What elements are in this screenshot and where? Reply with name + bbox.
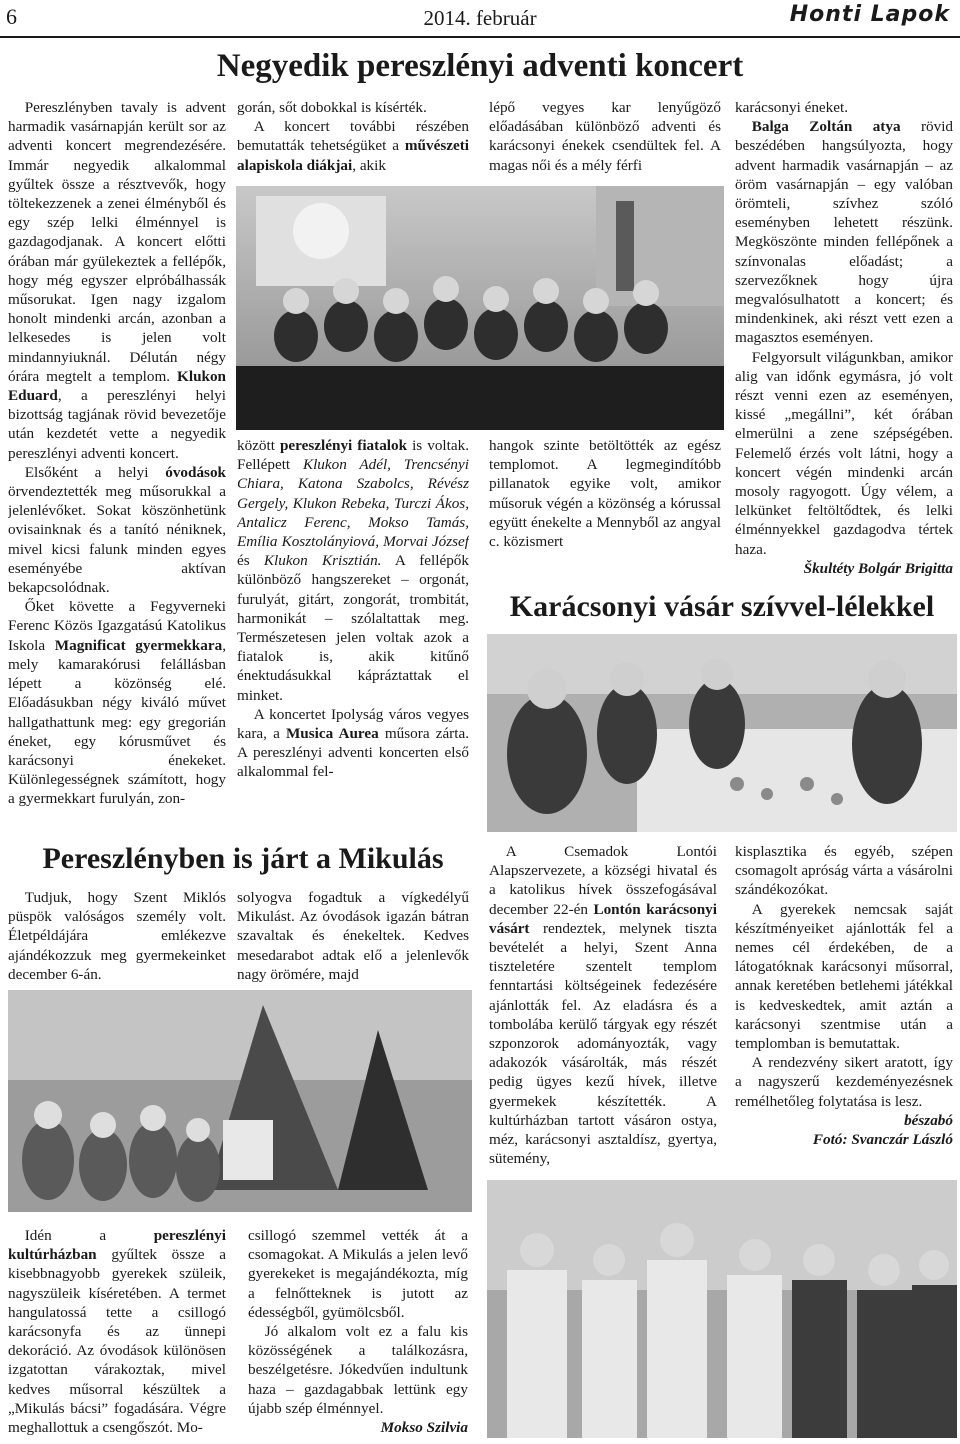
market-photo-2 bbox=[487, 1180, 957, 1438]
concert-column-3-top bbox=[489, 98, 721, 178]
concert-headline: Negyedik pereszlényi adventi koncert bbox=[216, 48, 744, 84]
market-bold: Lontón karácsonyi vásárt bbox=[489, 900, 717, 937]
concert-text: karácsonyi éneket. bbox=[735, 99, 849, 116]
header-rule bbox=[0, 36, 960, 38]
mikulas-text: csillogó szemmel vették át a csomagokat. A Mikulás a jelen levő gyerekeket is megajándékozta, míg a felnőtteknek is jutott az édességből, gyümölcsből. bbox=[248, 1227, 468, 1321]
concert-text: A koncertet Ipolyság város vegyes kara, a bbox=[237, 705, 469, 743]
concert-text: , mely kamarakórusi felállásban lépett a közönség elé. Előadásukban négy kiváló művet hallgathattunk meg: egy gregorián éneket, egy kórusművet és karácsonyi énekeket. Különlegességnek számított, hogy a gyermekkart furulyán, zon- bbox=[8, 636, 226, 808]
concert-bold: óvodások bbox=[165, 463, 226, 481]
market-text: A Csemadok Lontói Alapszervezete, a községi hivatal és a katolikus hívek összefogásával december 22-én bbox=[489, 843, 717, 918]
concert-column-2-bottom bbox=[237, 436, 469, 832]
concert-text: és bbox=[237, 552, 264, 570]
mikulas-column-2 bbox=[237, 888, 469, 988]
market-author: bészabó bbox=[904, 1111, 953, 1129]
market-photo bbox=[487, 634, 957, 832]
concert-text: hangok szinte betöltötték az egész templomot. A legmegindítóbb pillanatok egyike volt, amikor műsoruk végén a közönség a kórussal együtt énekelte a Mennyből az angyal c. közismert bbox=[489, 437, 721, 551]
concert-bold: művészeti alapiskola diákjai bbox=[237, 137, 469, 174]
concert-column-3-bottom bbox=[489, 436, 721, 576]
concert-bold: Magnificat gyermekkara bbox=[54, 636, 223, 654]
concert-text: lépő vegyes kar lenyűgöző előadásában különböző adventi és karácsonyi énekek csendültek fel. A magas női és a mély férfi bbox=[489, 99, 721, 174]
mikulas-photo bbox=[8, 990, 472, 1212]
concert-text: gorán, sőt dobokkal is kísérték. bbox=[237, 99, 427, 116]
concert-bold: Balga Zoltán atya bbox=[751, 118, 901, 136]
market-text: kisplasztika és egyéb, szépen csomagolt apróság várta a vásárolni szándékozókat. bbox=[735, 843, 953, 899]
concert-text: is voltak. Fellépett bbox=[237, 437, 469, 474]
concert-bold: Klukon Eduard bbox=[8, 367, 226, 405]
concert-text: Pereszlényben tavaly is advent harmadik vasárnapján került sor az adventi koncert megrendezésére. Immár negyedik alkalommal gyűltek össze a résztvevők, hogy töltekezzenek a zenei élményből és egy szép lelki élménnyel is gazdagodjanak. A koncert előtti órában már gyülekeztek a fellépők, hogy még egyszer elpróbálhassák műsorukat. Igen nagy izgalom honolt mindenki arcán, azonban a lelkesedes is jelen volt mindannyiuknál. Délután négy órára megtelt a templom. bbox=[8, 99, 226, 385]
market-text: A rendezvény sikert aratott, így a nagyszerű kezdeményezésnek remélhetőleg folytatása is lesz. bbox=[735, 1054, 953, 1110]
concert-text: Elsőként a helyi bbox=[24, 463, 166, 481]
mikulas-bottom-column-1 bbox=[8, 1226, 226, 1438]
mikulas-bottom-column-2 bbox=[248, 1226, 468, 1438]
concert-column-1 bbox=[8, 98, 226, 828]
concert-bold: Musica Aurea bbox=[285, 725, 379, 743]
market-column-1 bbox=[489, 842, 717, 1172]
mikulas-text: solyogva fogadtuk a vígkedélyű Mikulást. Az óvodások igazán bátran szavaltak és énekeltek. Kedves mesedarabot adtak elő a jelenlevők nagy örömére, majd bbox=[237, 889, 469, 983]
mikulas-text: Idén a bbox=[24, 1227, 154, 1244]
concert-text: között bbox=[237, 437, 280, 454]
mikulas-text: gyűltek össze a kisebbnagyobb gyerekek szüleik, nagyszüleik kíséretében. A termet hangulatossá tette a csillogó karácsonyfa és az ünnepi dekoráció. Az óvodások különösen izgatottan várakoztak, mivel kedves műsorral készültek a „Mikulás bácsi” fogadására. Végre meghallottuk a csengőszót. Mo- bbox=[8, 1246, 226, 1437]
concert-text: Őket követte a Fegyverneki Ferenc Közös Igazgatású Katolikus Iskola bbox=[8, 598, 226, 654]
concert-text: örvendeztették meg műsorukkal a jelenlévőket. Sokat köszönhetünk ovisainknak és a tanító néniknek, mivel kicsi falunk minden egyes eseményébe aktívan bekapcsolódnak. bbox=[8, 483, 226, 597]
concert-author: Škultéty Bolgár Brigitta bbox=[803, 559, 953, 577]
mikulas-text: Tudjuk, hogy Szent Miklós püspök valóságos személy volt. Életpéldájára emlékezve ajándékozzuk meg gyermekeinket december 6-án. bbox=[8, 889, 226, 983]
choir-photo bbox=[236, 186, 724, 430]
concert-text: , akik bbox=[352, 156, 386, 174]
concert-text: rövid beszédében hangsúlyozta, hogy advent harmadik vasárnapján – az öröm vasárnapján – egy valóban örömteli, szívhez szóló eseményben lehetett részünk. Megköszönte minden fellépőnek a színvonalas előadást; a szervezőknek hogy újra megvalósulhatott a koncert; és mindenkinek, aki részt vett ezen a magasztos eseményen. bbox=[735, 118, 953, 347]
performer-names: Klukon Krisztián. bbox=[263, 552, 382, 570]
concert-text: A fellépők különböző hangszereket – orgonát, furulyát, gitárt, zongorát, trombitát, harmonikát – szólaltattak meg. Természetesen jelen voltak azok a fiatalok is, akik kitűnő énektudásukkal kápráztattak el minket. bbox=[237, 552, 469, 704]
mikulas-bold: pereszlényi kultúrházban bbox=[8, 1227, 226, 1264]
mikulas-headline: Pereszlényben is járt a Mikulás bbox=[42, 842, 444, 875]
concert-column-2-top bbox=[237, 98, 469, 186]
publication-logo: Honti Lapok bbox=[789, 2, 950, 27]
issue-date: 2014. február bbox=[423, 6, 537, 30]
concert-bold: pereszlényi fiatalok bbox=[279, 437, 408, 454]
market-headline: Karácsonyi vásár szívvel-lélekkel bbox=[509, 590, 935, 623]
market-text: rendeztek, melynek tiszta bevételét a helyi, Szent Anna tiszteletére szentelt templom fenntartási költségeinek fedezésére ajánlották fel. Az eladásra és a tombolába kerülő tárgyak egy részét szponzorok adományozták, vagy adakozók vásárolták, más részét pedig ügyes kezű hívek, illetve gyermekek készítették. A kultúrházban tartott vásáron ostya, méz, karácsonyi asztaldísz, gyertya, sütemény, bbox=[489, 919, 717, 1168]
performer-names: Klukon Adél, Trencsényi Chiara, Katona Szabolcs, Révész Gergely, Klukon Rebeka, Turczi Ákos, Antalicz Ferenc, Mokso Tamás, Emília Kosztolányiová, Morvai József bbox=[237, 456, 469, 551]
concert-text: Felgyorsult világunkban, amikor alig van időnk egymásra, jó volt részt venni ezen az eseményen, kissé „megállni”, két órában elmerülni a zene szépségében. Felemelő érzés volt látni, hogy a koncert végén mindenki arcán mosoly ragyogott. Úgy vélem, a lelkünket feltöltődtek, és lelki élménnyekkel gazdagodva tértek haza. bbox=[735, 348, 953, 558]
market-text: A gyerekek nemcsak saját készítményeiket ajánlották fel a nemes cél érdekében, de a látogatóknak karácsonyi műsorral, annak keretében betlehemi játékkal is kedveskedtek, amit aztán a karácsonyi szentmise után a templomban is bemutattak. bbox=[735, 900, 953, 1053]
mikulas-column-1 bbox=[8, 888, 226, 988]
photo-credit: Fotó: Svanczár László bbox=[812, 1131, 953, 1149]
mikulas-author: Mokso Szilvia bbox=[380, 1419, 468, 1437]
concert-text: műsora zárta. A pereszlényi adventi koncerten első alkalommal fel- bbox=[237, 725, 469, 781]
market-column-2 bbox=[735, 842, 953, 1177]
concert-column-4 bbox=[735, 98, 953, 588]
concert-text: A koncert további részében bemutatták tehetségüket a bbox=[237, 118, 469, 155]
mikulas-text: Jó alkalom volt ez a falu kis közösségének a találkozásra, beszélgetésre. Jókedvűen indultunk haza – gazdagabbak lettünk egy újabb szép élménnyel. bbox=[248, 1323, 468, 1417]
page-number: 6 bbox=[6, 4, 17, 29]
concert-text: , a pereszlényi helyi bizottság tagjának rövid bevezetője után kezdetét vette a negyedik pereszlényi adventi koncert. bbox=[8, 387, 226, 462]
